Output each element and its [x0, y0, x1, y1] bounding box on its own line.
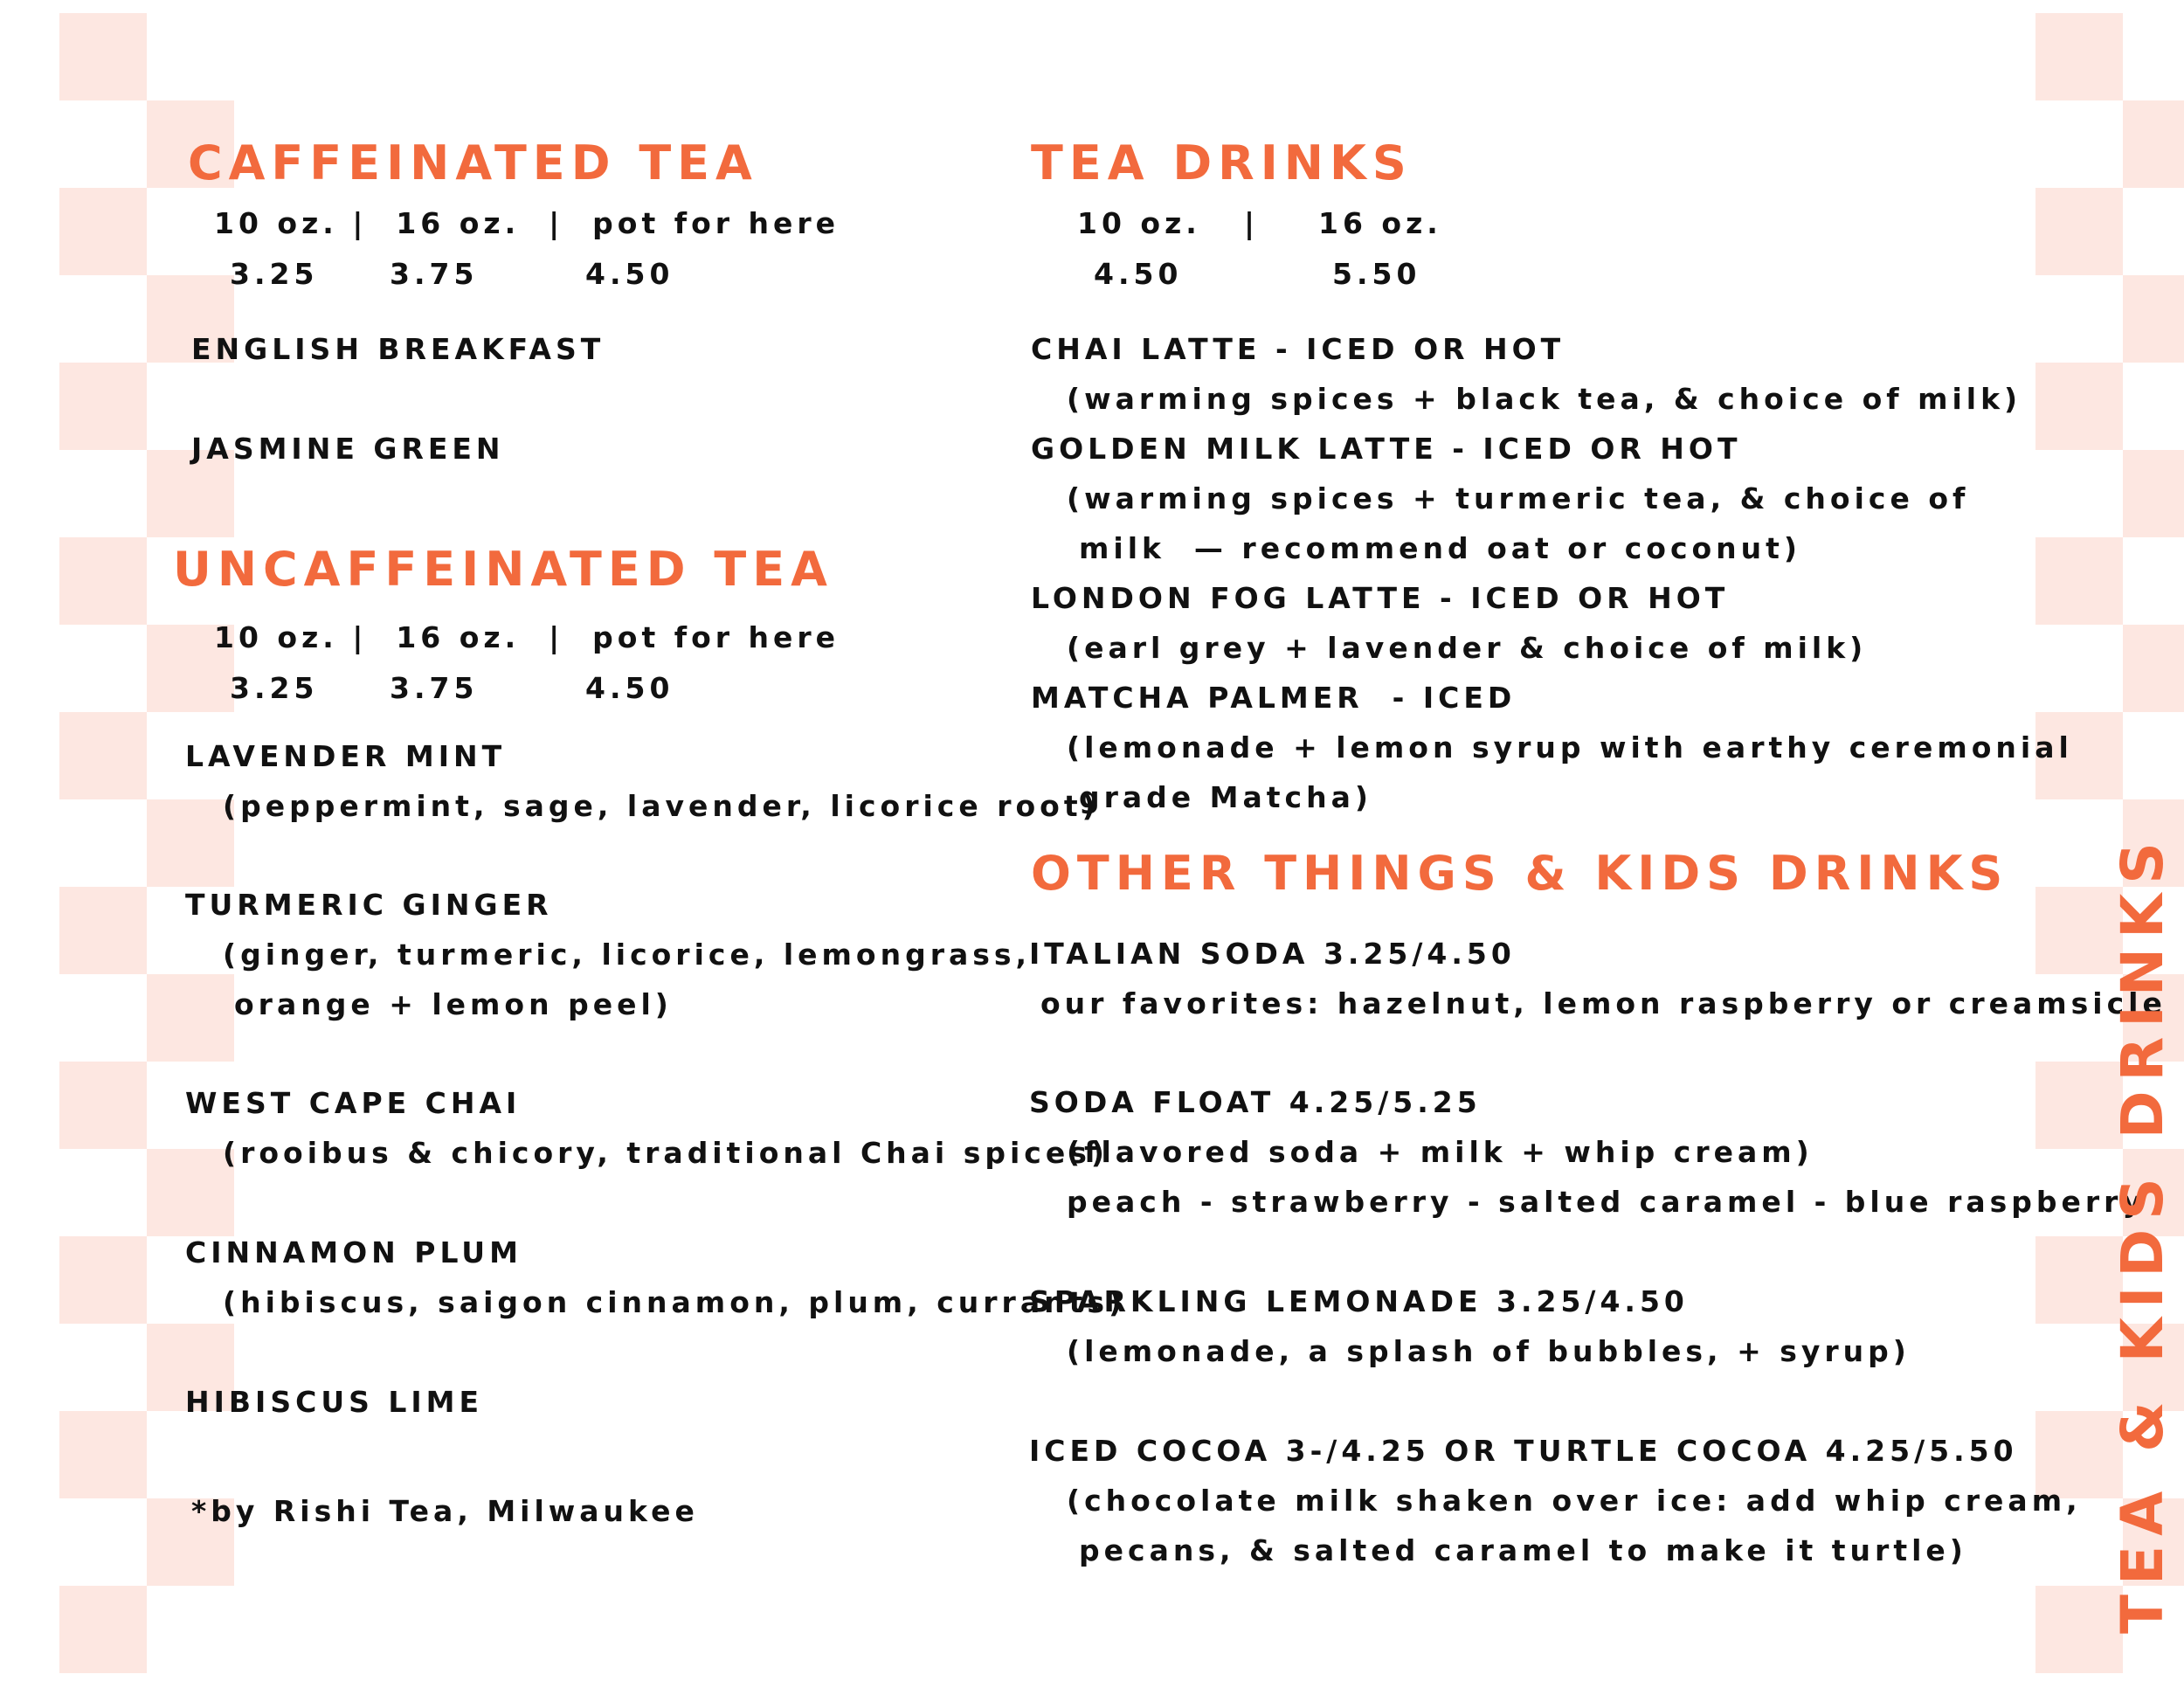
checker-border-left: [59, 13, 234, 1673]
checker-square: [59, 712, 147, 799]
caffeinated-sizes: 10 oz. | 16 oz. | pot for here: [214, 206, 840, 240]
checker-square: [2123, 450, 2184, 537]
checker-square: [2035, 363, 2123, 450]
item-chai-latte-desc: (warming spices + black tea, & choice of milk): [1067, 382, 2022, 416]
item-lavender-mint: LAVENDER MINT: [185, 739, 507, 773]
item-hibiscus-lime: HIBISCUS LIME: [185, 1385, 484, 1419]
item-golden-milk-latte-desc-1: (warming spices + turmeric tea, & choice of: [1067, 481, 1970, 515]
item-soda-float-desc-2: peach - strawberry - salted caramel - blue raspberry: [1067, 1185, 2146, 1219]
item-golden-milk-latte: GOLDEN MILK LATTE - ICED OR HOT: [1031, 432, 1742, 466]
item-matcha-palmer-desc-1: (lemonade + lemon syrup with earthy ceremonial: [1067, 730, 2073, 764]
item-london-fog-latte: LONDON FOG LATTE - ICED OR HOT: [1031, 581, 1730, 615]
checker-square: [2123, 100, 2184, 188]
item-italian-soda: ITALIAN SODA 3.25/4.50: [1029, 937, 1516, 971]
uncaffeinated-price-pot: 4.50: [585, 671, 674, 705]
checker-square: [147, 799, 234, 887]
caffeinated-price-pot: 4.50: [585, 257, 674, 291]
side-label: TEA & KIDS DRINKS: [2109, 833, 2176, 1634]
footnote: *by Rishi Tea, Milwaukee: [191, 1494, 699, 1528]
item-soda-float: SODA FLOAT 4.25/5.25: [1029, 1085, 1482, 1119]
checker-square: [59, 13, 147, 100]
checker-square: [2035, 13, 2123, 100]
checker-square: [59, 1236, 147, 1324]
tea-drinks-size-sep: |: [1244, 206, 1260, 240]
item-matcha-palmer: MATCHA PALMER - ICED: [1031, 681, 1517, 715]
item-west-cape-chai: WEST CAPE CHAI: [185, 1086, 522, 1120]
caffeinated-price-16oz: 3.75: [390, 257, 479, 291]
caffeinated-price-10oz: 3.25: [230, 257, 319, 291]
uncaffeinated-price-10oz: 3.25: [230, 671, 319, 705]
checker-square: [2035, 188, 2123, 275]
item-cinnamon-plum-desc: (hibiscus, saigon cinnamon, plum, currants): [223, 1285, 1127, 1319]
item-turmeric-ginger: TURMERIC GINGER: [185, 888, 553, 922]
item-iced-cocoa-desc-2: pecans, & salted caramel to make it turtle): [1079, 1533, 1967, 1567]
checker-square: [59, 537, 147, 625]
tea-drinks-size-16oz: 16 oz.: [1318, 206, 1442, 240]
item-golden-milk-latte-desc-2: milk — recommend oat or coconut): [1079, 531, 1802, 565]
checker-square: [59, 887, 147, 974]
uncaffeinated-price-16oz: 3.75: [390, 671, 479, 705]
heading-uncaffeinated-tea: UNCAFFEINATED TEA: [173, 542, 833, 597]
item-soda-float-desc-1: (flavored soda + milk + whip cream): [1067, 1135, 1814, 1169]
item-english-breakfast: ENGLISH BREAKFAST: [191, 332, 605, 366]
checker-square: [59, 363, 147, 450]
checker-square: [2123, 275, 2184, 363]
checker-square: [147, 974, 234, 1062]
uncaffeinated-sizes: 10 oz. | 16 oz. | pot for here: [214, 620, 840, 654]
item-turmeric-ginger-desc-2: orange + lemon peel): [234, 987, 673, 1021]
tea-drinks-price-16oz: 5.50: [1332, 257, 1421, 291]
item-turmeric-ginger-desc-1: (ginger, turmeric, licorice, lemongrass,: [223, 937, 1032, 972]
heading-tea-drinks: TEA DRINKS: [1031, 135, 1413, 190]
item-lavender-mint-desc: (peppermint, sage, lavender, licorice root): [223, 789, 1100, 823]
item-london-fog-latte-desc: (earl grey + lavender & choice of milk): [1067, 631, 1868, 665]
checker-square: [59, 188, 147, 275]
heading-other-things-kids-drinks: OTHER THINGS & KIDS DRINKS: [1031, 846, 2009, 901]
item-italian-soda-desc: our favorites: hazelnut, lemon raspberry or creamsicle: [1040, 986, 2167, 1020]
checker-square: [2035, 537, 2123, 625]
item-west-cape-chai-desc: (rooibus & chicory, traditional Chai spices): [223, 1136, 1109, 1170]
item-chai-latte: CHAI LATTE - ICED OR HOT: [1031, 332, 1565, 366]
heading-caffeinated-tea: CAFFEINATED TEA: [188, 135, 758, 190]
item-iced-cocoa: ICED COCOA 3-/4.25 OR TURTLE COCOA 4.25/5.50: [1029, 1434, 2018, 1468]
item-cinnamon-plum: CINNAMON PLUM: [185, 1235, 522, 1269]
checker-square: [147, 1149, 234, 1236]
checker-square: [59, 1062, 147, 1149]
item-matcha-palmer-desc-2: grade Matcha): [1079, 780, 1372, 814]
item-sparkling-lemonade: SPARKLING LEMONADE 3.25/4.50: [1029, 1284, 1689, 1318]
item-jasmine-green: JASMINE GREEN: [191, 432, 505, 466]
checker-square: [2123, 625, 2184, 712]
checker-square: [59, 1586, 147, 1673]
tea-drinks-price-10oz: 4.50: [1094, 257, 1183, 291]
checker-square: [59, 1411, 147, 1498]
tea-drinks-size-10oz: 10 oz.: [1077, 206, 1201, 240]
item-iced-cocoa-desc-1: (chocolate milk shaken over ice: add whip cream,: [1067, 1484, 2082, 1518]
item-sparkling-lemonade-desc: (lemonade, a splash of bubbles, + syrup): [1067, 1334, 1911, 1368]
